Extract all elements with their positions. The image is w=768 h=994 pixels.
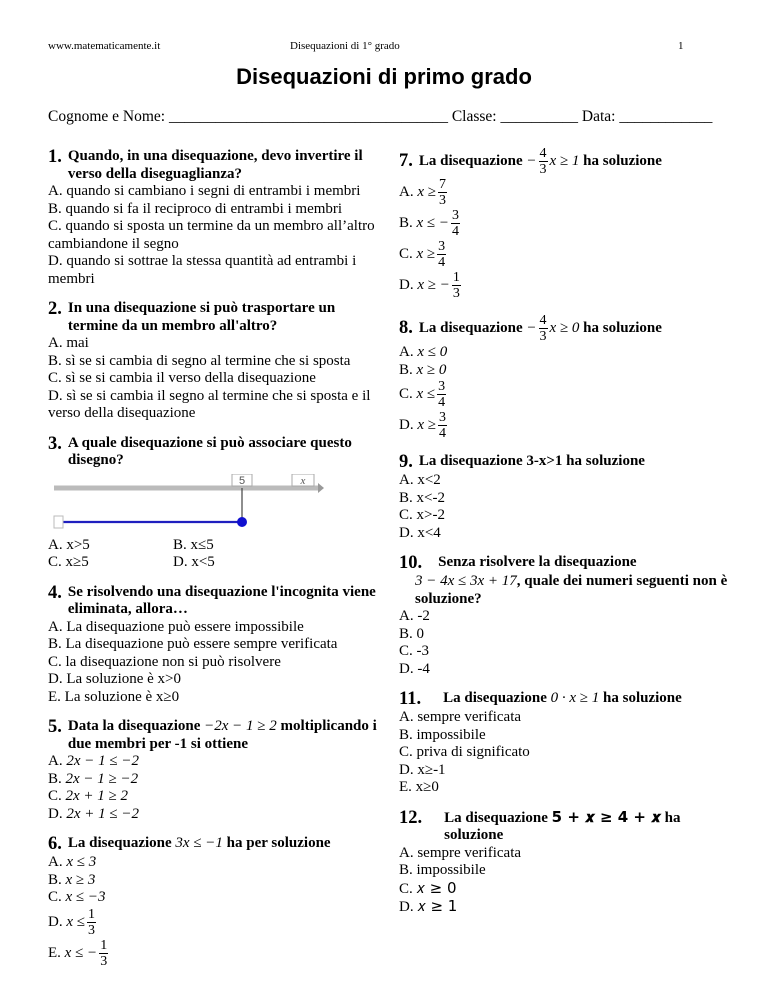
date-field[interactable]: ____________ bbox=[619, 108, 713, 125]
left-column bbox=[48, 148, 378, 981]
option-d[interactable]: D. x ≥ $\frac{3}{4}$ bbox=[399, 410, 446, 441]
inequality-expression: 5 + 𝒙 ≥ 4 + 𝒙 bbox=[551, 807, 661, 826]
option-b[interactable]: B. x≤5 bbox=[173, 536, 214, 553]
option-d[interactable]: D. x<5 bbox=[173, 554, 215, 570]
question-text: A quale disequazione si può associare questo disegno? bbox=[67, 434, 352, 468]
inequality-expression: 3x ≤ −1 bbox=[175, 835, 223, 851]
question-number: 12. bbox=[399, 807, 423, 828]
option-d[interactable]: D. x ≤ $\frac{1}{3}$ bbox=[48, 906, 95, 938]
option-b[interactable]: B. x ≥ 3 bbox=[48, 871, 96, 888]
option-b[interactable]: B. x<-2 bbox=[399, 489, 445, 506]
question-text: In una disequazione si può trasportare un termine da un membro all'altro? bbox=[67, 300, 336, 334]
option-a[interactable]: A. x ≥ $\frac{7}{3}$ bbox=[399, 177, 446, 208]
option-e[interactable]: E. x≥0 bbox=[399, 779, 439, 795]
option-e[interactable]: E. La soluzione è x≥0 bbox=[48, 688, 180, 705]
question-text-cont: ha soluzione bbox=[444, 809, 681, 843]
question-text: Quando, in una disequazione, devo invertire il verso della diseguaglianza? bbox=[67, 148, 363, 182]
question-number: 11. bbox=[399, 689, 422, 709]
option-a[interactable]: A. sempre verificata bbox=[399, 844, 522, 861]
option-d[interactable]: D. x<4 bbox=[399, 524, 441, 541]
option-c[interactable]: C. x≥5 bbox=[48, 554, 89, 570]
option-b[interactable]: B. 0 bbox=[399, 625, 425, 642]
class-label: Classe: bbox=[451, 108, 497, 125]
option-d[interactable]: D. x≥-1 bbox=[399, 761, 446, 778]
inequality-expression: 3 − 4x ≤ 3x + 17 bbox=[415, 573, 517, 589]
question-5 bbox=[48, 718, 378, 823]
question-7 bbox=[399, 146, 729, 301]
question-number: 10. bbox=[399, 553, 423, 573]
option-a[interactable]: A. quando si cambiano i segni di entrambi i membri bbox=[48, 183, 361, 199]
question-8 bbox=[399, 313, 729, 441]
question-4 bbox=[48, 584, 378, 707]
option-d[interactable]: D. 𝑥 ≥ 1 bbox=[399, 897, 458, 915]
question-number: 5. bbox=[48, 717, 62, 737]
option-b[interactable]: B. x ≥ 0 bbox=[399, 361, 447, 378]
option-d[interactable]: D. x ≥ − $\frac{1}{3}$ bbox=[399, 270, 460, 301]
option-c[interactable]: C. 2x + 1 ≥ 2 bbox=[48, 788, 129, 804]
inequality-expression: − $\frac{4}{3}$ x ≥ 1 bbox=[526, 146, 580, 177]
question-text-cont: ha soluzione bbox=[583, 152, 662, 169]
question-text: La disequazione bbox=[443, 690, 547, 706]
question-text: La disequazione bbox=[418, 319, 523, 336]
question-text-cont: , quale dei numeri seguenti non è soluzione? bbox=[415, 573, 728, 607]
axis-label-x: x bbox=[300, 474, 306, 487]
option-a[interactable]: A. x>5 bbox=[48, 536, 90, 553]
inequality-expression: −2x − 1 ≥ 2 bbox=[204, 718, 277, 734]
question-3 bbox=[48, 435, 378, 572]
option-d[interactable]: D. 2x + 1 ≤ −2 bbox=[48, 805, 139, 822]
option-c[interactable]: C. x ≥ $\frac{3}{4}$ bbox=[399, 239, 446, 270]
fraction: $\frac{1}{3}$ bbox=[87, 906, 95, 938]
question-number: 6. bbox=[48, 834, 62, 854]
question-text: Data la disequazione bbox=[67, 718, 201, 734]
option-c[interactable]: C. 𝑥 ≥ 0 bbox=[399, 878, 457, 897]
option-c[interactable]: C. quando si sposta un termine da un membro all’altro cambiandone il segno bbox=[48, 218, 375, 252]
option-a[interactable]: A. La disequazione può essere impossibile bbox=[48, 618, 304, 635]
question-text-cont: ha soluzione bbox=[583, 319, 662, 336]
date-label: Data: bbox=[581, 108, 616, 125]
question-text: La disequazione 3-x>1 ha soluzione bbox=[418, 453, 645, 469]
option-a[interactable]: A. -2 bbox=[399, 608, 430, 624]
option-b[interactable]: B. sì se si cambia di segno al termine che si sposta bbox=[48, 352, 351, 369]
fraction: $\frac{1}{3}$ bbox=[100, 937, 108, 969]
question-number: 9. bbox=[399, 452, 413, 472]
option-d[interactable]: D. -4 bbox=[399, 660, 430, 677]
option-b[interactable]: B. La disequazione può essere sempre verificata bbox=[48, 636, 338, 652]
option-a[interactable]: A. x ≤ 0 bbox=[399, 344, 448, 360]
question-text-cont: ha soluzione bbox=[603, 690, 682, 706]
option-c[interactable]: C. la disequazione non si può risolvere bbox=[48, 653, 281, 670]
option-c[interactable]: C. x>-2 bbox=[399, 507, 445, 523]
header-site: www.matematicamente.it bbox=[48, 40, 161, 52]
question-text: La disequazione bbox=[67, 835, 172, 851]
option-c[interactable]: C. x ≤ $\frac{3}{4}$ bbox=[399, 379, 446, 410]
question-number: 1. bbox=[48, 147, 62, 167]
question-2 bbox=[48, 300, 378, 423]
number-line-figure bbox=[48, 474, 324, 529]
name-label: Cognome e Nome: bbox=[48, 108, 166, 125]
tick-label-5: 5 bbox=[238, 474, 246, 487]
question-11 bbox=[399, 690, 729, 797]
question-text-cont: ha per soluzione bbox=[226, 835, 331, 851]
option-a[interactable]: A. x ≤ 3 bbox=[48, 854, 97, 870]
name-field[interactable]: ____________________________________ bbox=[168, 108, 448, 125]
closed-point-icon bbox=[237, 517, 247, 527]
student-info-row bbox=[48, 108, 712, 126]
header-subject: Disequazioni di 1° grado bbox=[290, 40, 400, 52]
question-text-cont: moltiplicando i due membri per -1 si ottiene bbox=[67, 718, 377, 752]
inequality-expression: − $\frac{4}{3}$ x ≥ 0 bbox=[526, 313, 580, 344]
question-number: 4. bbox=[48, 582, 62, 603]
option-d[interactable]: D. quando si sottrae la stessa quantità ad entrambi i membri bbox=[48, 253, 357, 287]
option-a[interactable]: A. mai bbox=[48, 335, 89, 351]
option-b[interactable]: B. x ≤ − $\frac{3}{4}$ bbox=[399, 208, 460, 239]
option-b[interactable]: B. impossibile bbox=[399, 862, 486, 878]
option-c[interactable]: C. priva di significato bbox=[399, 744, 530, 760]
question-1 bbox=[48, 148, 378, 288]
question-text: Se risolvendo una disequazione l'incognita viene eliminata, allora… bbox=[67, 583, 376, 617]
inequality-expression: 0 · x ≥ 1 bbox=[550, 690, 600, 706]
question-12 bbox=[399, 809, 729, 917]
question-10 bbox=[399, 554, 729, 678]
header-page-number: 1 bbox=[678, 40, 684, 52]
question-text: La disequazione bbox=[418, 152, 523, 169]
question-9 bbox=[399, 453, 729, 542]
ray-start-marker-icon bbox=[54, 516, 63, 528]
option-a[interactable]: A. 2x − 1 ≤ −2 bbox=[48, 753, 139, 769]
right-column bbox=[399, 146, 729, 929]
option-c[interactable]: C. -3 bbox=[399, 643, 429, 659]
option-d[interactable]: D. sì se si cambia il segno al termine che si sposta e il verso della disequazione bbox=[48, 387, 371, 421]
question-6 bbox=[48, 835, 378, 969]
question-number: 2. bbox=[48, 299, 62, 319]
page-title: Disequazioni di primo grado bbox=[236, 64, 532, 89]
option-a[interactable]: A. sempre verificata bbox=[399, 709, 522, 725]
question-number: 8. bbox=[399, 318, 413, 338]
option-d[interactable]: D. La soluzione è x>0 bbox=[48, 671, 182, 687]
question-text: Senza risolvere la disequazione bbox=[438, 554, 637, 570]
option-b[interactable]: B. impossibile bbox=[399, 726, 486, 743]
option-c[interactable]: C. sì se si cambia il verso della disequazione bbox=[48, 370, 316, 386]
class-field[interactable]: __________ bbox=[500, 108, 578, 125]
question-number: 3. bbox=[48, 433, 62, 454]
question-number: 7. bbox=[399, 151, 413, 171]
option-a[interactable]: A. x<2 bbox=[399, 472, 441, 488]
option-c[interactable]: C. x ≤ −3 bbox=[48, 889, 106, 905]
option-e[interactable]: E. x ≤ − $\frac{1}{3}$ bbox=[48, 937, 108, 969]
option-b[interactable]: B. quando si fa il reciproco di entrambi i membri bbox=[48, 200, 343, 217]
option-b[interactable]: B. 2x − 1 ≥ −2 bbox=[48, 770, 139, 787]
question-text: La disequazione bbox=[444, 809, 548, 826]
